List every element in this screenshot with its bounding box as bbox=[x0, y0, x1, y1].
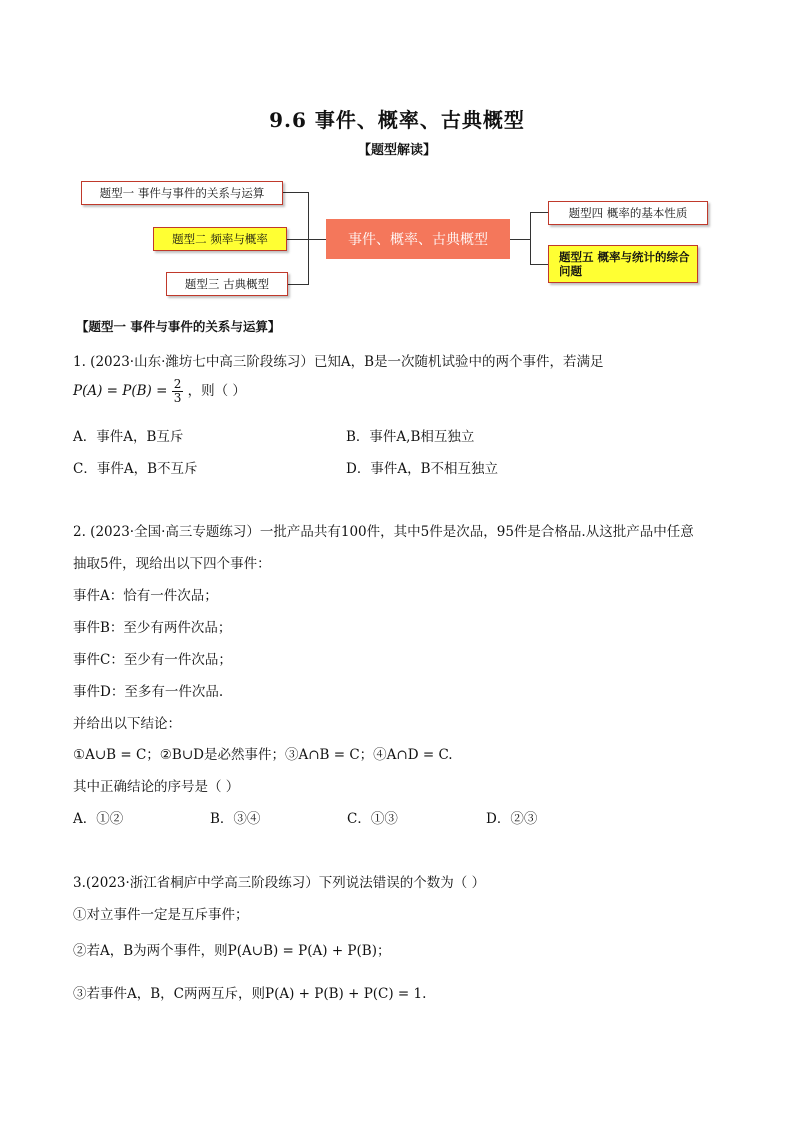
question-stem: 1. (2023·山东·潍坊七中高三阶段练习）已知A，B是一次随机试验中的两个事件，若满足 bbox=[73, 354, 604, 370]
topic-box-3: 题型三 古典概型 bbox=[166, 272, 288, 296]
connector-line bbox=[288, 284, 308, 285]
fraction-numerator: 2 bbox=[173, 377, 182, 391]
topic-box-1: 题型一 事件与事件的关系与运算 bbox=[81, 181, 283, 205]
option-c: C．事件A，B不互斥 bbox=[73, 461, 198, 477]
option-b: B．事件A,B相互独立 bbox=[346, 429, 475, 445]
formula-left: P(A) = P(B) = bbox=[73, 383, 168, 399]
formula-line bbox=[73, 378, 246, 405]
fraction bbox=[172, 378, 184, 405]
statement-2: ②若A，B为两个事件，则P(A∪B) = P(A) + P(B)； bbox=[73, 943, 391, 959]
center-topic-box: 事件、概率、古典概型 bbox=[326, 219, 510, 259]
connector-line bbox=[308, 192, 309, 285]
topic-box-5: 题型五 概率与统计的综合问题 bbox=[548, 245, 698, 283]
event-a: 事件A：恰有一件次品； bbox=[73, 588, 218, 604]
connector-line bbox=[530, 212, 548, 213]
question-stem: 2. (2023·全国·高三专题练习）一批产品共有100件，其中5件是次品，95件是合格品.从这批产品中任意 bbox=[73, 524, 694, 540]
fraction-denominator: 3 bbox=[173, 391, 182, 405]
option-a: A．①② bbox=[73, 811, 124, 827]
connector-line bbox=[530, 264, 548, 265]
connector-line bbox=[286, 239, 326, 240]
event-d: 事件D：至多有一件次品. bbox=[73, 684, 224, 700]
conclusion-lead: 并给出以下结论： bbox=[73, 716, 181, 732]
page-subtitle: 【题型解读】 bbox=[357, 143, 436, 158]
formula-right: ，则（ ） bbox=[187, 383, 246, 399]
section-heading: 【题型一 事件与事件的关系与运算】 bbox=[76, 319, 281, 334]
question-stem-cont: 抽取5件，现给出以下四个事件： bbox=[73, 556, 271, 572]
topic-box-4: 题型四 概率的基本性质 bbox=[548, 201, 708, 225]
option-b: B．③④ bbox=[210, 811, 261, 827]
option-a: A．事件A，B互斥 bbox=[73, 429, 184, 445]
option-c: C．①③ bbox=[347, 811, 398, 827]
question-stem: 3.(2023·浙江省桐庐中学高三阶段练习）下列说法错误的个数为（ ） bbox=[73, 875, 486, 891]
event-c: 事件C：至少有一件次品； bbox=[73, 652, 232, 668]
question-ask: 其中正确结论的序号是（ ） bbox=[73, 779, 240, 795]
statement-3: ③若事件A，B，C两两互斥，则P(A) + P(B) + P(C) = 1. bbox=[73, 986, 427, 1002]
topic-box-2: 题型二 频率与概率 bbox=[153, 227, 287, 251]
event-b: 事件B：至少有两件次品； bbox=[73, 620, 232, 636]
connector-line bbox=[282, 192, 308, 193]
connector-line bbox=[510, 239, 530, 240]
option-d: D．②③ bbox=[486, 811, 538, 827]
statement-1: ①对立事件一定是互斥事件； bbox=[73, 907, 249, 923]
option-d: D．事件A，B不相互独立 bbox=[346, 461, 498, 477]
conclusions: ①A∪B = C；②B∪D是必然事件；③A∩B = C；④A∩D = C. bbox=[73, 747, 453, 763]
connector-line bbox=[530, 212, 531, 264]
page-title: 9.6 事件、概率、古典概型 bbox=[269, 108, 525, 132]
